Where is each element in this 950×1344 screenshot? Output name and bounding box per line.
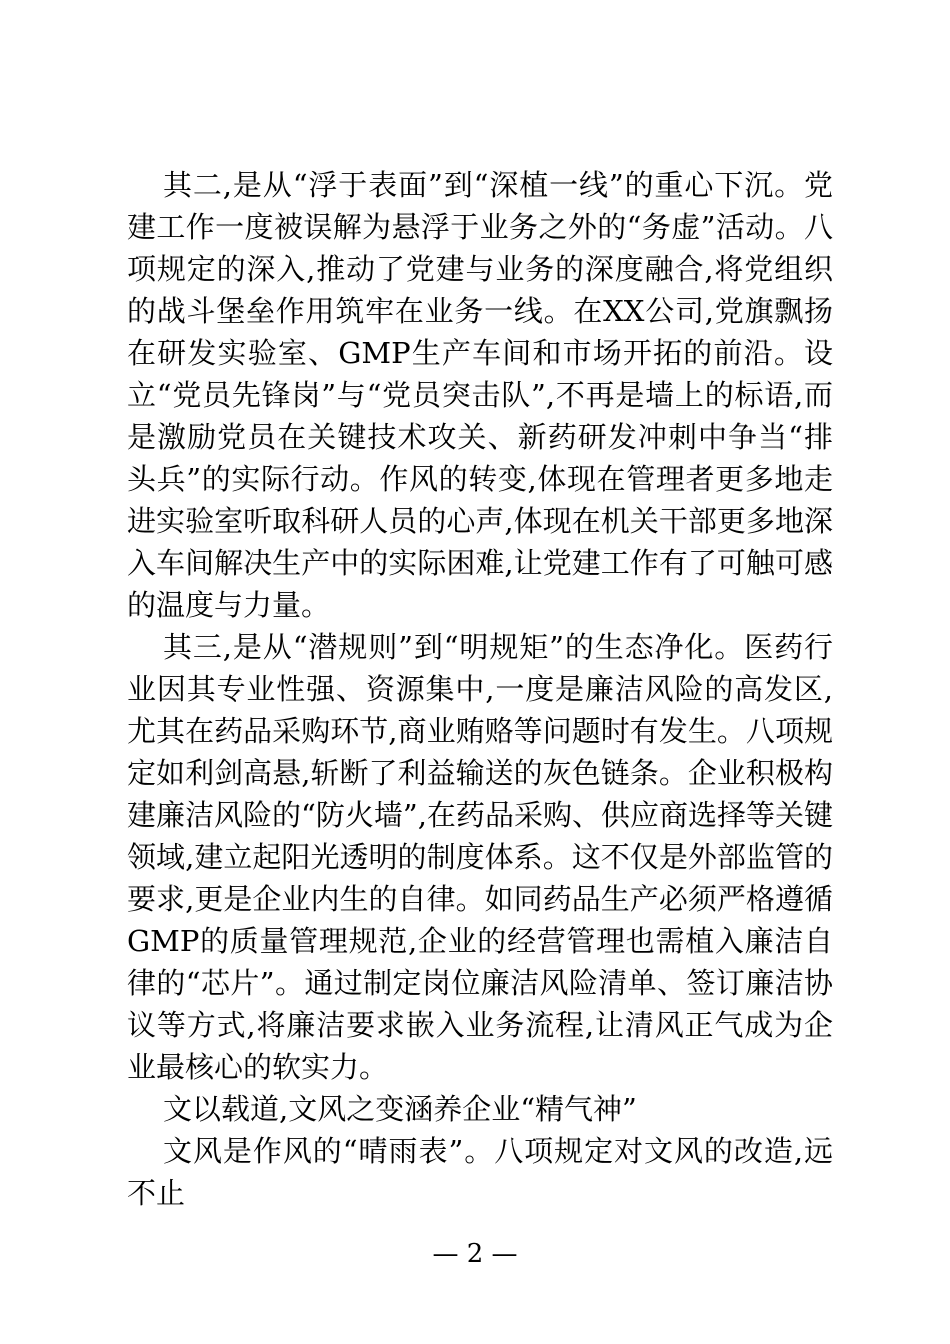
document-body	[127, 164, 833, 1214]
paragraph-four: 文风是作风的“晴雨表”。八项规定对文风的改造,远不止	[127, 1134, 833, 1210]
page-number: — 2 —	[432, 1239, 518, 1269]
section-heading: 文以载道,文风之变涵养企业“精气神”	[163, 1092, 637, 1126]
paragraph-three: 其三,是从“潜规则”到“明规矩”的生态净化。医药行业因其专业性强、资源集中,一度是廉洁风险的高发区,尤其在药品采购环节,商业贿赂等问题时有发生。八项规定如利剑高悬,斩断了利益输送的灰色链条。企业积极构建廉洁风险的“防火墙”,在药品采购、供应商选择等关键领域,建立起阳光透明的制度体系。这不仅是外部监管的要求,更是企业内生的自律。如同药品生产必须严格遵循GMP的质量管理规范,企业的经营管理也需植入廉洁自律的“芯片”。通过制定岗位廉洁风险清单、签订廉洁协议等方式,将廉洁要求嵌入业务流程,让清风正气成为企业最核心的软实力。	[127, 630, 833, 1084]
paragraph-two: 其二,是从“浮于表面”到“深植一线”的重心下沉。党建工作一度被误解为悬浮于业务之外的“务虚”活动。八项规定的深入,推动了党建与业务的深度融合,将党组织的战斗堡垒作用筑牢在业务一线。在XX公司,党旗飘扬在研发实验室、GMP生产车间和市场开拓的前沿。设立“党员先锋岗”与“党员突击队”,不再是墙上的标语,而是激励党员在关键技术攻关、新药研发冲刺中争当“排头兵”的实际行动。作风的转变,体现在管理者更多地走进实验室听取科研人员的心声,体现在机关干部更多地深入车间解决生产中的实际困难,让党建工作有了可触可感的温度与力量。	[127, 168, 833, 622]
